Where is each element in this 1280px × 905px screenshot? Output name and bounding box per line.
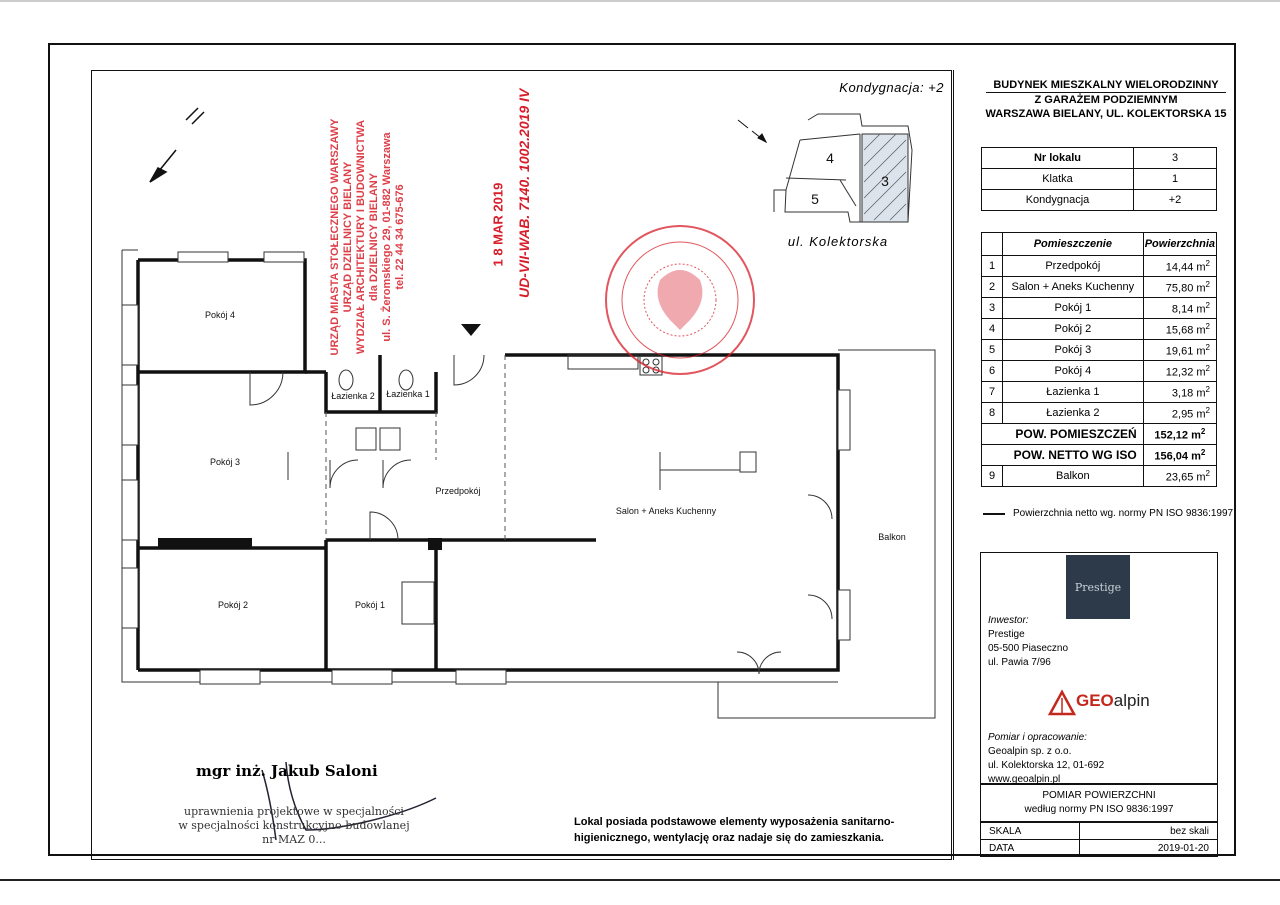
total-net-label: POW. NETTO WG ISO xyxy=(982,445,1144,466)
architect-name: mgr inż. Jakub Saloni xyxy=(196,762,378,780)
key-plan-label-4: 4 xyxy=(826,150,834,166)
investor-info xyxy=(988,614,1068,670)
room-number: 5 xyxy=(982,340,1003,361)
room-area-unit-sup: 2 xyxy=(1205,342,1210,352)
key-plan-street: ul. Kolektorska xyxy=(787,234,889,249)
surveyor-info xyxy=(988,731,1104,787)
date-value: 2019-01-20 xyxy=(1080,840,1218,857)
table-row xyxy=(982,382,1217,403)
title-line-3: WARSZAWA BIELANY, UL. KOLEKTORSKA 15 xyxy=(985,108,1227,120)
room-label-przedpokoj: Przedpokój xyxy=(435,486,481,496)
investor-city: 05-500 Piaseczno xyxy=(988,643,1069,654)
prestige-logo xyxy=(1066,555,1130,619)
architect-licence xyxy=(170,805,418,847)
room-area-unit-sup: 2 xyxy=(1205,405,1210,415)
room-area-value: 3,18 xyxy=(1171,387,1194,400)
title-line-2: Z GARAŻEM PODZIEMNYM xyxy=(1034,94,1178,106)
room-area-value: 8,14 xyxy=(1171,303,1194,316)
surveyor-web: www.geoalpin.pl xyxy=(988,774,1061,785)
table-row xyxy=(982,319,1217,340)
investor-street: ul. Pawia 7/96 xyxy=(988,657,1051,668)
prestige-logo-text: Prestige xyxy=(1074,580,1122,594)
room-area-unit-sup: 2 xyxy=(1205,258,1210,268)
room-area-unit: m xyxy=(1196,282,1206,295)
north-arrow-icon xyxy=(150,108,204,182)
stamp-line-6: tel. 22 44 34 675-676 xyxy=(394,184,406,290)
balcony-area: 23,65 $m^2$ xyxy=(1143,466,1216,487)
room-label-pokoj1: Pokój 1 xyxy=(354,600,386,610)
room-area-value: 15,68 xyxy=(1165,324,1194,337)
room-label-pokoj3: Pokój 3 xyxy=(209,457,241,467)
room-area-unit-sup: 2 xyxy=(1205,363,1210,373)
room-area xyxy=(1143,277,1216,298)
room-number: 6 xyxy=(982,361,1003,382)
investor-heading: Inwestor: xyxy=(988,615,1029,626)
room-number: 1 xyxy=(982,256,1003,277)
geoalpin-logo xyxy=(1046,684,1176,720)
room-name: Pokój 1 xyxy=(1003,298,1144,319)
scale-value: bez skali xyxy=(1080,823,1218,840)
scale-label: SKALA xyxy=(981,823,1080,840)
key-plan-label-3: 3 xyxy=(881,173,889,189)
room-number: 8 xyxy=(982,403,1003,424)
room-area xyxy=(1143,403,1216,424)
total-net-value: 156,04 $m^2$ xyxy=(1143,445,1216,466)
legend xyxy=(983,508,1233,519)
title-line-1: BUDYNEK MIESZKALNY WIELORODZINNY xyxy=(993,79,1219,91)
room-area xyxy=(1143,298,1216,319)
surveyor-heading: Pomiar i opracowanie: xyxy=(988,732,1087,743)
room-area xyxy=(1143,361,1216,382)
total-rooms-label: POW. POMIESZCZEŃ xyxy=(982,424,1144,445)
title-block xyxy=(956,78,1256,121)
balcony-row xyxy=(982,466,1217,487)
stamp-line-2: URZĄD DZIELNICY BIELANY xyxy=(342,161,354,313)
architect-licence-line-2: w specjalności konstrukcyjno-budowlanej xyxy=(178,819,410,832)
room-area xyxy=(1143,382,1216,403)
header-room: Pomieszczenie xyxy=(1003,233,1144,256)
balcony-number: 9 xyxy=(982,466,1003,487)
rooms-table-header xyxy=(982,233,1217,256)
habitability-note: Lokal posiada podstawowe elementy wyposażenia sanitarno-higienicznego, wentylację oraz nadaje się do zamieszkania. xyxy=(574,816,895,844)
room-area-unit: m xyxy=(1196,408,1206,421)
table-row xyxy=(982,148,1217,169)
stamp-line-1: URZĄD MIASTA STOŁECZNEGO WARSZAWY xyxy=(329,118,341,356)
room-area-unit-sup: 2 xyxy=(1205,300,1210,310)
room-area-unit: m xyxy=(1196,366,1206,379)
table-row xyxy=(982,403,1217,424)
room-label-pokoj4: Pokój 4 xyxy=(204,310,236,320)
room-name: Przedpokój xyxy=(1003,256,1144,277)
total-rooms-row xyxy=(982,424,1217,445)
svg-text:GEOalpin: GEOalpin xyxy=(1076,691,1150,710)
room-number: 7 xyxy=(982,382,1003,403)
legend-line-icon xyxy=(983,513,1005,515)
room-area xyxy=(1143,340,1216,361)
key-plan-north-icon xyxy=(738,120,766,142)
room-area xyxy=(1143,256,1216,277)
header-area: Powierzchnia xyxy=(1143,233,1216,256)
key-plan-label-5: 5 xyxy=(811,191,819,207)
date-label: DATA xyxy=(981,840,1080,857)
header-number xyxy=(982,233,1003,256)
room-area-unit: m xyxy=(1196,387,1206,400)
investor-name: Prestige xyxy=(988,629,1025,640)
key-plan xyxy=(774,114,912,222)
room-label-balkon: Balkon xyxy=(878,532,906,542)
room-area-unit: m xyxy=(1196,345,1206,358)
room-area-value: 75,80 xyxy=(1165,282,1194,295)
measurement-box xyxy=(980,784,1218,822)
room-label-lazienka2: Łazienka 2 xyxy=(331,391,375,401)
room-area-value: 2,95 xyxy=(1171,408,1194,421)
surveyor-address: ul. Kolektorska 12, 01-692 xyxy=(988,760,1105,771)
balcony-name: Balkon xyxy=(1003,466,1144,487)
room-area-value: 19,61 xyxy=(1165,345,1194,358)
unit-info-value: 1 xyxy=(1134,169,1217,190)
measurement-line-2: według normy PN ISO 9836:1997 xyxy=(1024,804,1174,815)
table-row xyxy=(982,190,1217,211)
unit-info-value: +2 xyxy=(1134,190,1217,211)
architect-licence-line-3: nr MAZ 0... xyxy=(262,833,326,846)
total-rooms-value: 152,12 $m^2$ xyxy=(1143,424,1216,445)
room-number: 4 xyxy=(982,319,1003,340)
table-row xyxy=(982,256,1217,277)
legend-text: Powierzchnia netto wg. normy PN ISO 9836:1997 xyxy=(1013,508,1234,519)
official-seal xyxy=(606,226,754,374)
kondygnacja-note: Kondygnacja: +2 xyxy=(839,80,944,95)
room-name: Pokój 4 xyxy=(1003,361,1144,382)
room-label-salon: Salon + Aneks Kuchenny xyxy=(615,506,717,516)
stamp-line-5: ul. S. Żeromskiego 29, 01-882 Warszawa xyxy=(381,132,393,342)
room-area-unit: m xyxy=(1196,261,1206,274)
table-row xyxy=(982,298,1217,319)
architect-licence-line-1: uprawnienia projektowe w specjalności xyxy=(184,805,404,818)
rooms-table xyxy=(981,232,1217,487)
unit-info-value: 3 xyxy=(1134,148,1217,169)
total-net-row xyxy=(982,445,1217,466)
room-number: 2 xyxy=(982,277,1003,298)
handwritten-case-number: UD-VII-WAB. 7140. 1002.2019 IV xyxy=(516,88,532,298)
room-area-unit: m xyxy=(1196,324,1206,337)
room-area xyxy=(1143,319,1216,340)
unit-info-label: Kondygnacja xyxy=(982,190,1134,211)
surveyor-name: Geoalpin sp. z o.o. xyxy=(988,746,1072,757)
room-area-unit: m xyxy=(1196,303,1206,316)
room-name: Pokój 2 xyxy=(1003,319,1144,340)
room-label-pokoj2: Pokój 2 xyxy=(217,600,249,610)
room-area-unit-sup: 2 xyxy=(1205,279,1210,289)
table-row xyxy=(982,361,1217,382)
room-name: Łazienka 1 xyxy=(1003,382,1144,403)
table-row xyxy=(981,823,1218,840)
room-label-lazienka1: Łazienka 1 xyxy=(386,389,430,399)
room-area-value: 14,44 xyxy=(1165,261,1194,274)
room-area-value: 12,32 xyxy=(1165,366,1194,379)
table-row xyxy=(981,840,1218,857)
measurement-line-1: POMIAR POWIERZCHNI xyxy=(1042,790,1156,801)
room-area-unit-sup: 2 xyxy=(1205,321,1210,331)
date-stamp: 1 8 MAR 2019 xyxy=(490,182,506,267)
unit-info-table xyxy=(981,147,1217,211)
unit-info-label: Nr lokalu xyxy=(982,148,1134,169)
table-row xyxy=(982,169,1217,190)
unit-info-label: Klatka xyxy=(982,169,1134,190)
entrance-marker-icon xyxy=(461,324,481,336)
room-area-unit-sup: 2 xyxy=(1205,384,1210,394)
room-name: Pokój 3 xyxy=(1003,340,1144,361)
room-name: Salon + Aneks Kuchenny xyxy=(1003,277,1144,298)
stamp-line-4: dla DZIELNICY BIELANY xyxy=(368,172,380,302)
scale-date-table xyxy=(980,822,1218,857)
table-row xyxy=(982,340,1217,361)
room-name: Łazienka 2 xyxy=(1003,403,1144,424)
room-number: 3 xyxy=(982,298,1003,319)
stamp-line-3: WYDZIAŁ ARCHITEKTURY I BUDOWNICTWA xyxy=(355,119,367,355)
office-stamp xyxy=(329,107,407,367)
table-row xyxy=(982,277,1217,298)
